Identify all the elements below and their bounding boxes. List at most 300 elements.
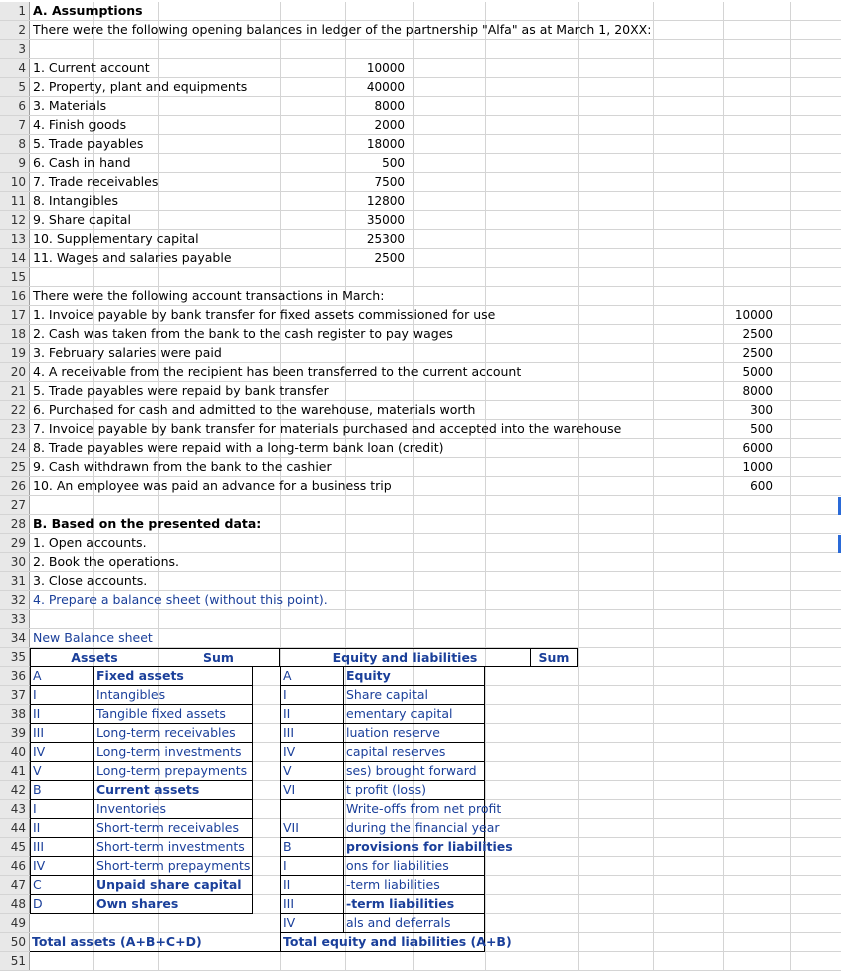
sum-header[interactable]: Sum	[158, 648, 280, 667]
row-number[interactable]: 15	[0, 268, 30, 286]
asset-code[interactable]: B	[30, 781, 93, 800]
sheet-row	[0, 249, 841, 268]
balance-label[interactable]: 9. Share capital	[33, 212, 131, 227]
row-number[interactable]: 18	[0, 325, 30, 343]
gridline	[723, 40, 724, 58]
balance-value[interactable]: 2500	[374, 251, 405, 265]
liability-code[interactable]: IV	[280, 743, 343, 762]
gridline	[578, 2, 579, 20]
sum-header-2[interactable]: Sum	[530, 648, 578, 667]
gridline	[280, 572, 281, 590]
gridline	[345, 629, 346, 647]
asset-code[interactable]: C	[30, 876, 93, 895]
gridline	[485, 173, 486, 191]
asset-code[interactable]: III	[30, 724, 93, 743]
row-number[interactable]: 16	[0, 287, 30, 305]
row-number[interactable]: 24	[0, 439, 30, 457]
gridline	[653, 477, 654, 495]
gridline	[790, 933, 791, 951]
task-item[interactable]: 3. Close accounts.	[33, 573, 148, 588]
gridline	[578, 724, 579, 742]
asset-code[interactable]: II	[30, 819, 93, 838]
gridline	[280, 211, 281, 229]
gridline	[485, 40, 486, 58]
row-number[interactable]: 13	[0, 230, 30, 248]
section-b-title[interactable]: B. Based on the presented data:	[33, 516, 262, 531]
asset-label[interactable]: Short-term receivables	[93, 819, 253, 838]
gridline	[485, 268, 486, 286]
transaction-value[interactable]: 5000	[742, 365, 773, 379]
gridline	[790, 667, 791, 685]
gridline	[345, 515, 346, 533]
asset-label[interactable]: Long-term prepayments	[93, 762, 253, 781]
transaction-value[interactable]: 300	[750, 403, 773, 417]
asset-code[interactable]: II	[30, 705, 93, 724]
asset-label[interactable]: Short-term investments	[93, 838, 253, 857]
transaction-value[interactable]: 10000	[734, 308, 773, 322]
gridline	[345, 249, 346, 267]
row-number[interactable]: 47	[0, 876, 30, 894]
row-number[interactable]: 34	[0, 629, 30, 647]
gridline	[485, 952, 486, 970]
gridline	[578, 857, 579, 875]
balance-value[interactable]: 2000	[374, 118, 405, 132]
sheet-row	[0, 325, 841, 344]
gridline	[413, 458, 414, 476]
liability-code[interactable]: I	[280, 857, 343, 876]
balance-value[interactable]: 8000	[374, 99, 405, 113]
row-number[interactable]: 33	[0, 610, 30, 628]
transaction-label[interactable]: 7. Invoice payable by bank transfer for materials purchased and accepted into the warehouse	[33, 421, 622, 436]
gridline	[485, 496, 486, 514]
row-number[interactable]: 49	[0, 914, 30, 932]
gridline	[653, 819, 654, 837]
row-number[interactable]: 21	[0, 382, 30, 400]
gridline	[723, 268, 724, 286]
gridline	[280, 952, 281, 970]
transaction-value[interactable]: 600	[750, 479, 773, 493]
gridline	[578, 192, 579, 210]
gridline	[653, 306, 654, 324]
gridline	[345, 591, 346, 609]
gridline	[723, 952, 724, 970]
balance-value[interactable]: 40000	[366, 80, 405, 94]
balance-value[interactable]: 7500	[374, 175, 405, 189]
row-number[interactable]: 45	[0, 838, 30, 856]
gridline	[280, 610, 281, 628]
row-number[interactable]: 12	[0, 211, 30, 229]
gridline	[578, 591, 579, 609]
sheet-row	[0, 78, 841, 97]
gridline	[653, 667, 654, 685]
sheet-row	[0, 116, 841, 135]
liability-label[interactable]: Write-offs from net profit	[343, 800, 485, 819]
gridline	[158, 135, 159, 153]
gridline	[790, 781, 791, 799]
gridline	[578, 40, 579, 58]
balance-label[interactable]: 3. Materials	[33, 98, 107, 113]
gridline	[413, 173, 414, 191]
asset-code[interactable]: IV	[30, 743, 93, 762]
balance-label[interactable]: 1. Current account	[33, 60, 150, 75]
row-number[interactable]: 36	[0, 667, 30, 685]
row-number[interactable]: 32	[0, 591, 30, 609]
transaction-label[interactable]: 2. Cash was taken from the bank to the cash register to pay wages	[33, 326, 453, 341]
gridline	[485, 211, 486, 229]
gridline	[578, 78, 579, 96]
transaction-label[interactable]: 1. Invoice payable by bank transfer for fixed assets commissioned for use	[33, 307, 496, 322]
gridline	[413, 496, 414, 514]
row-number[interactable]: 26	[0, 477, 30, 495]
row-number[interactable]: 50	[0, 933, 30, 951]
liability-label[interactable]: t profit (loss)	[343, 781, 485, 800]
asset-label[interactable]: Tangible fixed assets	[93, 705, 253, 724]
gridline	[790, 819, 791, 837]
asset-label[interactable]: Long-term receivables	[93, 724, 253, 743]
balance-label[interactable]: 10. Supplementary capital	[33, 231, 199, 246]
row-number[interactable]: 35	[0, 648, 30, 666]
gridline	[578, 363, 579, 381]
row-number[interactable]: 11	[0, 192, 30, 210]
gridline	[653, 648, 654, 666]
transaction-value[interactable]: 2500	[742, 346, 773, 360]
liability-code[interactable]: A	[280, 667, 343, 686]
row-number[interactable]: 38	[0, 705, 30, 723]
gridline	[790, 439, 791, 457]
gridline	[653, 230, 654, 248]
gridline	[578, 59, 579, 77]
gridline	[158, 534, 159, 552]
task-item[interactable]: 4. Prepare a balance sheet (without this point).	[33, 592, 328, 607]
assets-header[interactable]: Assets	[30, 648, 158, 667]
gridline	[158, 116, 159, 134]
gridline	[578, 762, 579, 780]
row-number[interactable]: 31	[0, 572, 30, 590]
sheet-row	[0, 154, 841, 173]
liability-label[interactable]: capital reserves	[343, 743, 485, 762]
gridline	[653, 933, 654, 951]
liability-code[interactable]: III	[280, 724, 343, 743]
row-number[interactable]: 51	[0, 952, 30, 970]
gridline	[158, 40, 159, 58]
asset-label[interactable]: Inventories	[93, 800, 253, 819]
liability-label[interactable]: Equity	[343, 667, 485, 686]
gridline	[790, 705, 791, 723]
gridline	[723, 724, 724, 742]
balance-value[interactable]: 25300	[366, 232, 405, 246]
gridline	[280, 135, 281, 153]
total-liabilities[interactable]: Total equity and liabilities (A+B)	[280, 933, 485, 952]
gridline	[345, 382, 346, 400]
liability-code[interactable]: B	[280, 838, 343, 857]
gridline	[723, 667, 724, 685]
row-number[interactable]: 2	[0, 21, 30, 39]
gridline	[158, 97, 159, 115]
asset-label[interactable]: Long-term investments	[93, 743, 253, 762]
balance-sheet-title[interactable]: New Balance sheet	[33, 630, 153, 645]
gridline	[93, 914, 94, 932]
row-number[interactable]: 5	[0, 78, 30, 96]
gridline	[578, 173, 579, 191]
liabilities-header[interactable]: Equity and liabilities	[280, 648, 530, 667]
gridline	[485, 135, 486, 153]
intro-text[interactable]: There were the following opening balances in ledger of the partnership "Alfa" as at March 1, 20XX:	[33, 22, 652, 37]
balance-label[interactable]: 6. Cash in hand	[33, 155, 131, 170]
row-number[interactable]: 14	[0, 249, 30, 267]
gridline	[653, 2, 654, 20]
gridline	[578, 268, 579, 286]
sheet-row	[0, 458, 841, 477]
row-number[interactable]: 43	[0, 800, 30, 818]
asset-code[interactable]: III	[30, 838, 93, 857]
liability-label[interactable]: ses) brought forward	[343, 762, 485, 781]
gridline	[723, 648, 724, 666]
transaction-label[interactable]: 9. Cash withdrawn from the bank to the cashier	[33, 459, 332, 474]
asset-code[interactable]: I	[30, 800, 93, 819]
gridline	[413, 59, 414, 77]
gridline	[790, 610, 791, 628]
asset-code[interactable]: A	[30, 667, 93, 686]
gridline	[345, 610, 346, 628]
transaction-value[interactable]: 6000	[742, 441, 773, 455]
asset-label[interactable]: Fixed assets	[93, 667, 253, 686]
gridline	[578, 211, 579, 229]
balance-value[interactable]: 10000	[366, 61, 405, 75]
liability-label[interactable]: during the financial year	[343, 819, 485, 838]
transaction-value[interactable]: 2500	[742, 327, 773, 341]
row-number[interactable]: 28	[0, 515, 30, 533]
balance-label[interactable]: 8. Intangibles	[33, 193, 119, 208]
gridline	[578, 933, 579, 951]
gridline	[413, 553, 414, 571]
gridline	[345, 458, 346, 476]
gridline	[280, 40, 281, 58]
balance-value[interactable]: 18000	[366, 137, 405, 151]
row-number[interactable]: 27	[0, 496, 30, 514]
gridline	[485, 876, 486, 894]
gridline	[413, 287, 414, 305]
gridline	[578, 534, 579, 552]
gridline	[578, 325, 579, 343]
gridline	[790, 648, 791, 666]
gridline	[790, 876, 791, 894]
gridline	[485, 743, 486, 761]
gridline	[790, 724, 791, 742]
liability-code[interactable]: VII	[280, 819, 343, 838]
transaction-value[interactable]: 500	[750, 422, 773, 436]
gridline	[280, 515, 281, 533]
gridline	[723, 135, 724, 153]
gridline	[653, 591, 654, 609]
transaction-label[interactable]: 8. Trade payables were repaid with a long-term bank loan (credit)	[33, 440, 444, 455]
gridline	[578, 306, 579, 324]
gridline	[485, 591, 486, 609]
gridline	[723, 914, 724, 932]
gridline	[723, 59, 724, 77]
row-number[interactable]: 20	[0, 363, 30, 381]
transaction-value[interactable]: 1000	[742, 460, 773, 474]
row-number[interactable]: 37	[0, 686, 30, 704]
balance-value[interactable]: 500	[382, 156, 405, 170]
row-number[interactable]: 44	[0, 819, 30, 837]
gridline	[790, 496, 791, 514]
liability-code[interactable]: V	[280, 762, 343, 781]
row-number[interactable]: 6	[0, 97, 30, 115]
asset-code[interactable]: D	[30, 895, 93, 914]
gridline	[485, 895, 486, 913]
liability-code[interactable]: VI	[280, 781, 343, 800]
gridline	[485, 781, 486, 799]
gridline	[790, 325, 791, 343]
asset-code[interactable]: V	[30, 762, 93, 781]
row-number[interactable]: 4	[0, 59, 30, 77]
row-number[interactable]: 42	[0, 781, 30, 799]
balance-label[interactable]: 4. Finish goods	[33, 117, 127, 132]
sheet-row	[0, 40, 841, 59]
gridline	[158, 952, 159, 970]
asset-label[interactable]: Intangibles	[93, 686, 253, 705]
balance-label[interactable]: 7. Trade receivables	[33, 174, 159, 189]
liability-label[interactable]: ementary capital	[343, 705, 485, 724]
gridline	[790, 762, 791, 780]
transactions-intro[interactable]: There were the following account transactions in March:	[33, 288, 385, 303]
liability-label[interactable]: luation reserve	[343, 724, 485, 743]
transaction-label[interactable]: 10. An employee was paid an advance for a business trip	[33, 478, 392, 493]
liability-label[interactable]: -term liabilities	[343, 876, 485, 895]
gridline	[280, 629, 281, 647]
liability-code[interactable]: III	[280, 895, 343, 914]
gridline	[578, 97, 579, 115]
gridline	[723, 686, 724, 704]
liability-code[interactable]: II	[280, 705, 343, 724]
gridline	[790, 838, 791, 856]
sheet-row	[0, 287, 841, 306]
gridline	[413, 2, 414, 20]
gridline	[723, 192, 724, 210]
gridline	[723, 515, 724, 533]
transaction-label[interactable]: 4. A receivable from the recipient has been transferred to the current account	[33, 364, 522, 379]
gridline	[413, 116, 414, 134]
section-title[interactable]: A. Assumptions	[33, 3, 143, 18]
row-number[interactable]: 41	[0, 762, 30, 780]
row-number[interactable]: 9	[0, 154, 30, 172]
gridline	[578, 800, 579, 818]
total-assets[interactable]: Total assets (A+B+C+D)	[30, 933, 280, 952]
liability-label[interactable]: provisions for liabilities	[343, 838, 485, 857]
sheet-row	[0, 173, 841, 192]
row-number[interactable]: 30	[0, 553, 30, 571]
task-item[interactable]: 2. Book the operations.	[33, 554, 179, 569]
gridline	[653, 705, 654, 723]
asset-label[interactable]: Unpaid share capital	[93, 876, 253, 895]
transaction-label[interactable]: 5. Trade payables were repaid by bank transfer	[33, 383, 329, 398]
balance-label[interactable]: 11. Wages and salaries payable	[33, 250, 232, 265]
asset-code[interactable]: I	[30, 686, 93, 705]
liability-label[interactable]: ons for liabilities	[343, 857, 485, 876]
gridline	[578, 287, 579, 305]
liability-label[interactable]: -term liabilities	[343, 895, 485, 914]
gridline	[653, 743, 654, 761]
asset-label[interactable]: Short-term prepayments	[93, 857, 253, 876]
task-item[interactable]: 1. Open accounts.	[33, 535, 147, 550]
gridline	[790, 363, 791, 381]
gridline	[653, 268, 654, 286]
row-number[interactable]: 23	[0, 420, 30, 438]
liability-code[interactable]: II	[280, 876, 343, 895]
row-number[interactable]: 7	[0, 116, 30, 134]
gridline	[723, 363, 724, 381]
gridline	[653, 572, 654, 590]
gridline	[723, 401, 724, 419]
liability-code[interactable]	[280, 800, 343, 819]
gridline	[790, 78, 791, 96]
asset-label[interactable]: Own shares	[93, 895, 253, 914]
gridline	[158, 59, 159, 77]
row-number[interactable]: 3	[0, 40, 30, 58]
liability-label[interactable]: als and deferrals	[343, 914, 485, 933]
gridline	[413, 515, 414, 533]
gridline	[653, 458, 654, 476]
gridline	[578, 838, 579, 856]
gridline	[790, 59, 791, 77]
gridline	[578, 439, 579, 457]
balance-label[interactable]: 2. Property, plant and equipments	[33, 79, 248, 94]
row-number[interactable]: 39	[0, 724, 30, 742]
row-number[interactable]: 17	[0, 306, 30, 324]
gridline	[413, 154, 414, 172]
row-number[interactable]: 25	[0, 458, 30, 476]
gridline	[578, 116, 579, 134]
gridline	[345, 553, 346, 571]
row-number[interactable]: 29	[0, 534, 30, 552]
row-number[interactable]: 19	[0, 344, 30, 362]
row-number[interactable]: 8	[0, 135, 30, 153]
balance-value[interactable]: 12800	[366, 194, 405, 208]
row-number[interactable]: 1	[0, 2, 30, 20]
gridline	[280, 116, 281, 134]
gridline	[413, 268, 414, 286]
row-number[interactable]: 48	[0, 895, 30, 913]
balance-label[interactable]: 5. Trade payables	[33, 136, 144, 151]
gridline	[485, 154, 486, 172]
gridline	[790, 686, 791, 704]
liability-label[interactable]: Share capital	[343, 686, 485, 705]
gridline	[413, 211, 414, 229]
gridline	[345, 154, 346, 172]
asset-label[interactable]: Current assets	[93, 781, 253, 800]
liability-code[interactable]: I	[280, 686, 343, 705]
row-number[interactable]: 40	[0, 743, 30, 761]
gridline	[790, 914, 791, 932]
gridline	[413, 629, 414, 647]
row-number[interactable]: 22	[0, 401, 30, 419]
liability-code[interactable]: IV	[280, 914, 343, 933]
transaction-value[interactable]: 8000	[742, 384, 773, 398]
transaction-label[interactable]: 3. February salaries were paid	[33, 345, 222, 360]
gridline	[653, 857, 654, 875]
gridline	[578, 705, 579, 723]
gridline	[790, 591, 791, 609]
row-number[interactable]: 46	[0, 857, 30, 875]
transaction-label[interactable]: 6. Purchased for cash and admitted to the warehouse, materials worth	[33, 402, 476, 417]
sheet-row	[0, 610, 841, 629]
gridline	[345, 78, 346, 96]
asset-code[interactable]: IV	[30, 857, 93, 876]
row-number[interactable]: 10	[0, 173, 30, 191]
gridline	[578, 781, 579, 799]
gridline	[485, 97, 486, 115]
balance-value[interactable]: 35000	[366, 213, 405, 227]
